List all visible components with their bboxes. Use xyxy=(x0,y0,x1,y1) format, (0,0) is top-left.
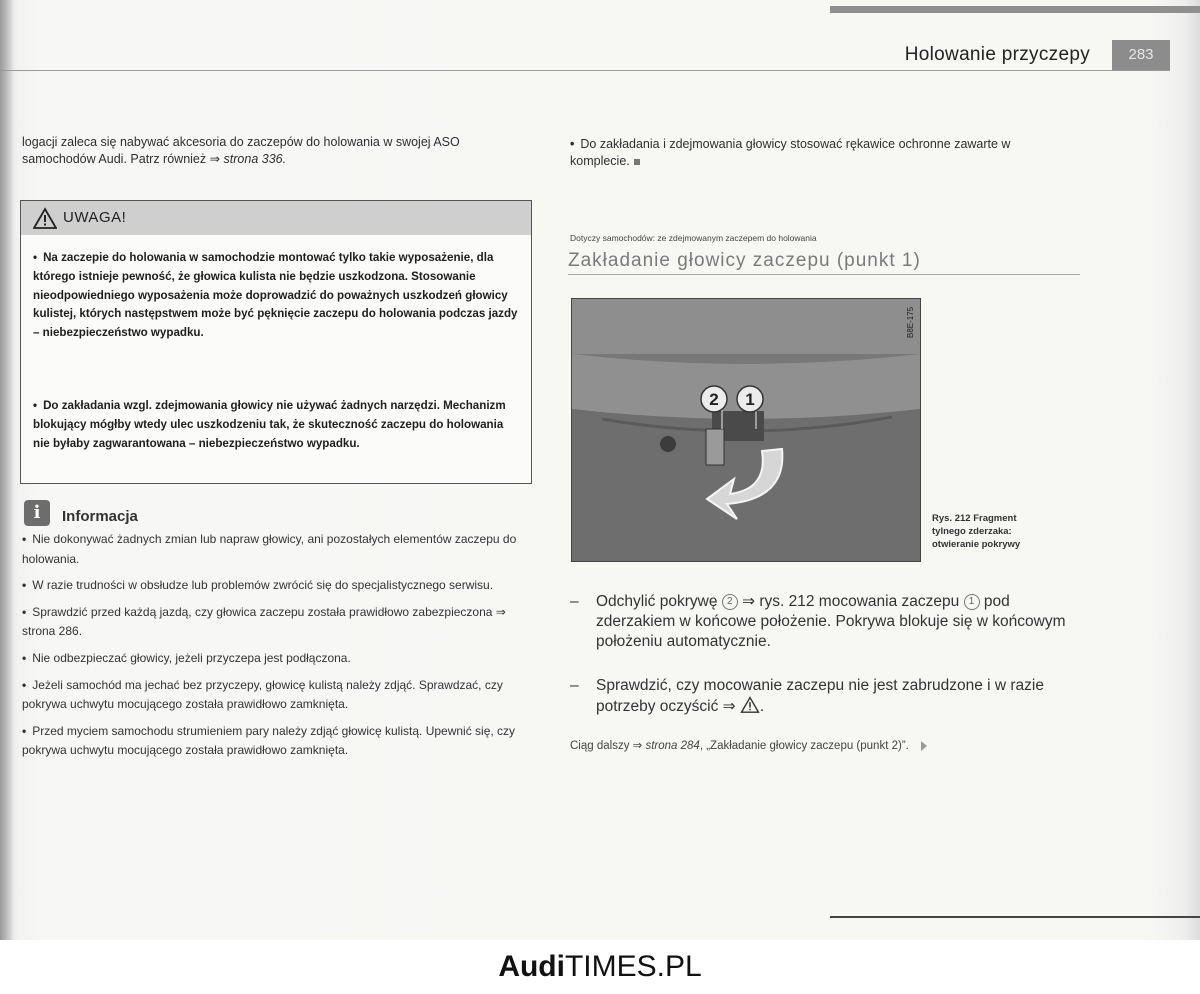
binding-shadow xyxy=(0,0,14,940)
page-top-bar xyxy=(830,6,1200,13)
info-item: • Sprawdzić przed każdą jazdą, czy głowica zaczepu została prawidłowo zabezpieczona ⇒ strona 286. xyxy=(22,604,506,639)
info-title: Informacja xyxy=(62,508,138,525)
bumper-illustration xyxy=(572,299,920,561)
page-number: 283 xyxy=(1112,40,1170,70)
info-list xyxy=(22,530,522,768)
warning-header xyxy=(21,201,531,235)
warning-triangle-icon xyxy=(33,207,57,229)
continue-note: Ciąg dalszy ⇒ strona 284, „Zakładanie głowicy zaczepu (punkt 2)”. xyxy=(570,738,1090,755)
step-1: – Odchylić pokrywę 2 ⇒ rys. 212 mocowania zaczepu 1 pod zderzakiem w końcowe położenie. Pokrywa blokuje się w końcowym położeniu automatycznie. xyxy=(570,593,1066,650)
intro-page-reference[interactable]: strona 336. xyxy=(223,152,287,166)
bottom-divider xyxy=(830,916,1200,918)
footer-brand: AudiTIMES.PL xyxy=(498,950,702,983)
warning-ref-icon xyxy=(740,696,760,713)
page-header-title: Holowanie przyczepy xyxy=(904,44,1090,65)
section-divider xyxy=(568,274,1080,275)
figure-caption: Rys. 212 Fragment tylnego zderzaka: otwieranie pokrywy xyxy=(932,513,1021,550)
section-end-icon xyxy=(634,159,640,165)
header-divider xyxy=(0,70,1170,71)
info-item: • Jeżeli samochód ma jechać bez przyczepy, głowicę kulistą należy zdjąć. Sprawdzać, czy pokrywa uchwytu mocującego została prawidłowo zamknięta. xyxy=(22,677,503,712)
info-icon: i xyxy=(24,500,50,526)
section-title: Zakładanie głowicy zaczepu (punkt 1) xyxy=(568,250,921,271)
callout-2: 2 xyxy=(709,390,719,409)
warning-paragraph-1: • Na zaczepie do holowania w samochodzie montować tylko takie wyposażenie, dla którego istnieje pewność, że głowica kulista nie będzie uszkodzona. Stosowanie nieodpowiedniego wyposażenia może doprowadzić do poważnych uszkodzeń głowicy kulistej, których następstwem może być pęknięcie zaczepu do holowania podczas jazdy – niebezpieczeństwo wypadku. xyxy=(33,251,518,340)
info-item: • Nie odbezpieczać głowicy, jeżeli przyczepa jest podłączona. xyxy=(22,650,351,665)
callout-ref-1: 1 xyxy=(964,594,980,610)
callout-1: 1 xyxy=(745,390,755,409)
applies-to-note: Dotyczy samochodów: ze zdejmowanym zaczepem do holowania xyxy=(570,233,817,243)
bumper-figure xyxy=(571,298,921,562)
gloves-note: • Do zakładania i zdejmowania głowicy stosować rękawice ochronne zawarte w komplecie. xyxy=(570,137,1011,168)
warning-title: UWAGA! xyxy=(63,209,127,226)
figure-code: B8E-175 xyxy=(906,306,915,338)
callout-ref-2: 2 xyxy=(722,594,738,610)
info-item: • Przed myciem samochodu strumieniem pary należy zdjąć głowicę kulistą. Upewnić się, czy pokrywa uchwytu mocującego została prawidłowo zamknięta. xyxy=(22,723,516,758)
continue-arrow-icon xyxy=(921,741,927,751)
intro-paragraph xyxy=(22,134,522,168)
info-item: • Nie dokonywać żadnych zmian lub napraw głowicy, ani pozostałych elementów zaczepu do holowania. xyxy=(22,532,517,566)
warning-paragraph-2: • Do zakładania wzgl. zdejmowania głowicy nie używać żadnych narzędzi. Mechanizm blokujący mógłby wtedy ulec uszkodzeniu tak, że skuteczność zaczepu do holowania nie byłaby zagwarantowana – niebezpieczeństwo wypadku. xyxy=(33,399,506,450)
step-2: – Sprawdzić, czy mocowanie zaczepu nie jest zabrudzone i w razie potrzeby oczyścić ⇒ . xyxy=(570,677,1044,715)
info-item: • W razie trudności w obsłudze lub problemów zwrócić się do specjalistycznego serwisu. xyxy=(22,578,494,593)
warning-box xyxy=(20,200,532,484)
continue-page-link[interactable]: strona 284 xyxy=(645,740,700,752)
intro-text: logacji zaleca się nabywać akcesoria do zaczepów do holowania w swojej ASO samochodów Audi. Patrz również ⇒ xyxy=(22,135,460,166)
